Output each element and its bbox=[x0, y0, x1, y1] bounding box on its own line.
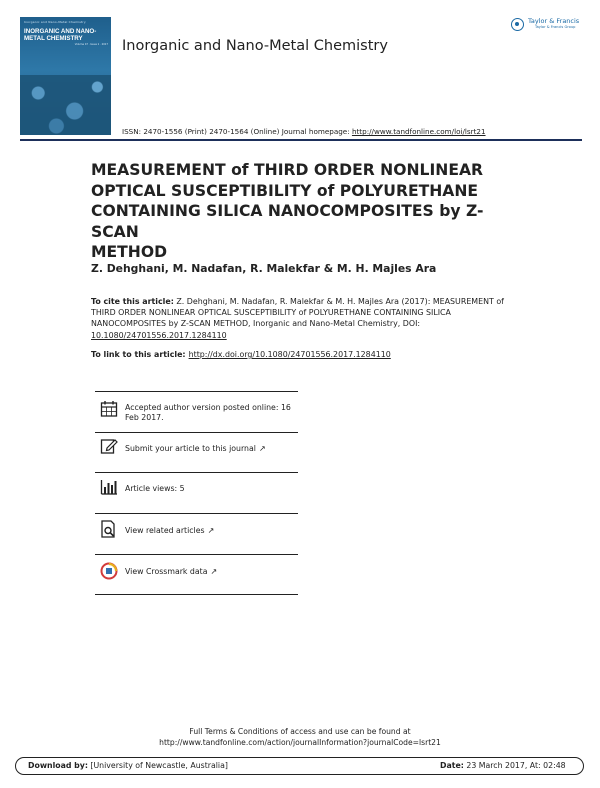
info-divider bbox=[95, 472, 298, 473]
article-link-label: To link to this article: bbox=[91, 350, 186, 359]
journal-cover-image bbox=[20, 17, 111, 135]
info-accepted bbox=[95, 398, 298, 430]
header-divider bbox=[20, 139, 582, 141]
bar-chart-icon bbox=[100, 478, 118, 496]
download-date-value: 23 March 2017, At: 02:48 bbox=[463, 761, 566, 770]
crossmark-link[interactable] bbox=[125, 567, 300, 577]
info-divider bbox=[95, 391, 298, 392]
submit-link[interactable] bbox=[125, 444, 300, 454]
download-by-label: Download by: bbox=[28, 761, 88, 770]
related-link[interactable] bbox=[125, 526, 300, 536]
publisher-logo[interactable] bbox=[511, 16, 581, 36]
cover-subtitle: Volume 47 · Issue 1 · 2017 bbox=[74, 43, 108, 46]
download-date bbox=[440, 761, 566, 770]
citation-label: To cite this article: bbox=[91, 297, 174, 306]
download-by bbox=[28, 761, 228, 770]
citation-block bbox=[91, 296, 511, 341]
info-divider bbox=[95, 554, 298, 555]
info-views bbox=[95, 478, 298, 506]
journal-title: Inorganic and Nano-Metal Chemistry bbox=[122, 38, 388, 54]
crossmark-text[interactable]: View Crossmark data bbox=[125, 567, 208, 576]
download-by-value: [University of Newcastle, Australia] bbox=[87, 761, 228, 770]
submit-text[interactable]: Submit your article to this journal bbox=[125, 444, 256, 453]
cover-title: INORGANIC AND NANO-METAL CHEMISTRY bbox=[24, 28, 97, 42]
external-link-icon: ↗ bbox=[210, 567, 218, 576]
cover-pattern bbox=[20, 75, 111, 135]
footer-terms-line: Full Terms & Conditions of access and use can be found at bbox=[189, 727, 411, 736]
calendar-icon bbox=[100, 400, 118, 418]
accepted-text: Accepted author version posted online: 16 Feb 2017. bbox=[125, 403, 291, 422]
submit-icon bbox=[100, 437, 118, 455]
crossmark-icon bbox=[100, 562, 118, 580]
related-text[interactable]: View related articles bbox=[125, 526, 205, 535]
article-doi-link[interactable]: http://dx.doi.org/10.1080/24701556.2017.1284110 bbox=[188, 350, 391, 359]
authors: Z. Dehghani, M. Nadafan, R. Malekfar & M. H. Majles Ara bbox=[91, 262, 437, 275]
info-related[interactable] bbox=[95, 519, 298, 547]
issn-text: ISSN: 2470-1556 (Print) 2470-1564 (Online) Journal homepage: bbox=[122, 127, 352, 136]
related-articles-icon bbox=[100, 520, 118, 538]
citation-text: Z. Dehghani, M. Nadafan, R. Malekfar & M. H. Majles Ara (2017): MEASUREMENT of THIRD ORDER NONLINEAR OPTICAL SUSCEPTIBILITY of POLYURETHANE CONTAINING SILICA NANOCOMPOSITES by Z-SCAN METHOD, Inorganic and Nano-Metal Chemistry, DOI: bbox=[91, 297, 504, 329]
external-link-icon: ↗ bbox=[258, 444, 266, 453]
info-submit[interactable] bbox=[95, 437, 298, 465]
info-divider bbox=[95, 513, 298, 514]
footer-terms-url[interactable]: http://www.tandfonline.com/action/journalInformation?journalCode=lsrt21 bbox=[159, 738, 441, 747]
footer-terms bbox=[0, 726, 600, 748]
external-link-icon: ↗ bbox=[207, 526, 215, 535]
article-link-line bbox=[91, 350, 391, 359]
taylor-francis-logo-icon bbox=[511, 18, 524, 31]
info-crossmark[interactable] bbox=[95, 560, 298, 588]
citation-doi-link[interactable]: 10.1080/24701556.2017.1284110 bbox=[91, 330, 227, 340]
issn-line bbox=[122, 127, 486, 136]
download-info-box bbox=[15, 757, 584, 775]
journal-homepage-link[interactable]: http://www.tandfonline.com/loi/lsrt21 bbox=[351, 127, 486, 136]
cover-top-text: Inorganic and Nano-Metal Chemistry bbox=[24, 20, 86, 24]
publisher-group: Taylor & Francis Group bbox=[535, 25, 576, 29]
info-divider bbox=[95, 432, 298, 433]
publisher-name: Taylor & Francis bbox=[528, 17, 580, 25]
views-text: Article views: 5 bbox=[125, 484, 185, 493]
article-title: MEASUREMENT of THIRD ORDER NONLINEAR OPTICAL SUSCEPTIBILITY of POLYURETHANE CONTAINING SILICA NANOCOMPOSITES by Z-SCAN METHOD bbox=[91, 161, 484, 261]
info-divider bbox=[95, 594, 298, 595]
download-date-label: Date: bbox=[440, 761, 464, 770]
